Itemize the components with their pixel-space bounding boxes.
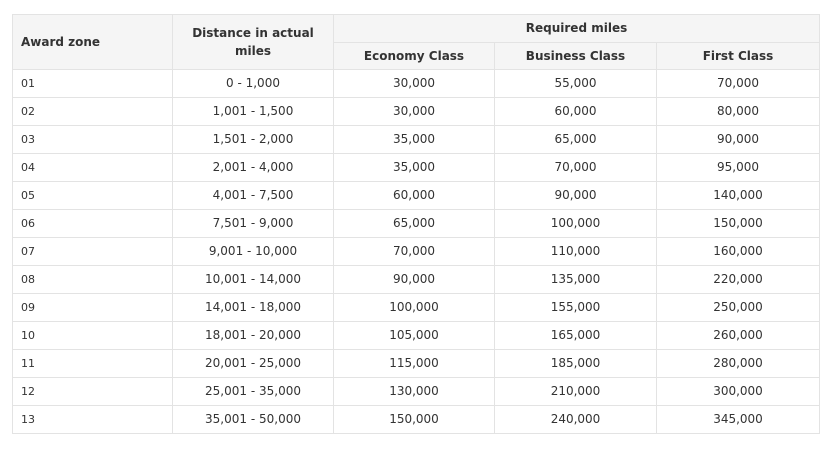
distance-cell: 1,001 - 1,500 [173, 98, 334, 126]
economy-class-header: Economy Class [334, 43, 495, 70]
first-miles-cell: 70,000 [657, 70, 820, 98]
zone-cell: 06 [13, 210, 173, 238]
table-row [13, 238, 820, 266]
table-body [13, 70, 820, 434]
economy-miles-cell: 130,000 [334, 378, 495, 406]
first-miles-cell: 280,000 [657, 350, 820, 378]
first-miles-cell: 300,000 [657, 378, 820, 406]
zone-cell: 09 [13, 294, 173, 322]
economy-miles-cell: 150,000 [334, 406, 495, 434]
distance-cell: 20,001 - 25,000 [173, 350, 334, 378]
first-miles-cell: 220,000 [657, 266, 820, 294]
economy-miles-cell: 30,000 [334, 70, 495, 98]
zone-cell: 02 [13, 98, 173, 126]
required-miles-header: Required miles [334, 15, 820, 43]
distance-cell: 9,001 - 10,000 [173, 238, 334, 266]
zone-cell: 11 [13, 350, 173, 378]
distance-cell: 10,001 - 14,000 [173, 266, 334, 294]
zone-cell: 07 [13, 238, 173, 266]
economy-miles-cell: 115,000 [334, 350, 495, 378]
first-miles-cell: 345,000 [657, 406, 820, 434]
economy-miles-cell: 70,000 [334, 238, 495, 266]
business-class-header: Business Class [495, 43, 657, 70]
zone-cell: 12 [13, 378, 173, 406]
business-miles-cell: 185,000 [495, 350, 657, 378]
first-miles-cell: 160,000 [657, 238, 820, 266]
first-miles-cell: 250,000 [657, 294, 820, 322]
economy-miles-cell: 90,000 [334, 266, 495, 294]
table-row [13, 210, 820, 238]
business-miles-cell: 65,000 [495, 126, 657, 154]
table-header [13, 15, 820, 70]
distance-header: Distance in actual miles [173, 15, 334, 70]
table-row [13, 406, 820, 434]
distance-cell: 2,001 - 4,000 [173, 154, 334, 182]
business-miles-cell: 210,000 [495, 378, 657, 406]
business-miles-cell: 155,000 [495, 294, 657, 322]
business-miles-cell: 135,000 [495, 266, 657, 294]
distance-cell: 0 - 1,000 [173, 70, 334, 98]
award-chart-container [12, 14, 820, 434]
award-chart-table [12, 14, 820, 434]
zone-cell: 10 [13, 322, 173, 350]
economy-miles-cell: 105,000 [334, 322, 495, 350]
award-zone-header: Award zone [13, 15, 173, 70]
business-miles-cell: 110,000 [495, 238, 657, 266]
zone-cell: 01 [13, 70, 173, 98]
business-miles-cell: 70,000 [495, 154, 657, 182]
table-row [13, 322, 820, 350]
first-miles-cell: 90,000 [657, 126, 820, 154]
economy-miles-cell: 30,000 [334, 98, 495, 126]
table-row [13, 378, 820, 406]
first-miles-cell: 260,000 [657, 322, 820, 350]
distance-cell: 18,001 - 20,000 [173, 322, 334, 350]
economy-miles-cell: 100,000 [334, 294, 495, 322]
economy-miles-cell: 35,000 [334, 154, 495, 182]
first-miles-cell: 80,000 [657, 98, 820, 126]
table-row [13, 294, 820, 322]
business-miles-cell: 55,000 [495, 70, 657, 98]
zone-cell: 03 [13, 126, 173, 154]
economy-miles-cell: 35,000 [334, 126, 495, 154]
zone-cell: 04 [13, 154, 173, 182]
zone-cell: 08 [13, 266, 173, 294]
distance-cell: 35,001 - 50,000 [173, 406, 334, 434]
business-miles-cell: 60,000 [495, 98, 657, 126]
distance-cell: 25,001 - 35,000 [173, 378, 334, 406]
business-miles-cell: 100,000 [495, 210, 657, 238]
business-miles-cell: 90,000 [495, 182, 657, 210]
distance-cell: 4,001 - 7,500 [173, 182, 334, 210]
distance-cell: 14,001 - 18,000 [173, 294, 334, 322]
first-miles-cell: 140,000 [657, 182, 820, 210]
business-miles-cell: 165,000 [495, 322, 657, 350]
table-row [13, 126, 820, 154]
table-row [13, 350, 820, 378]
table-row [13, 70, 820, 98]
table-row [13, 266, 820, 294]
header-row-top [13, 15, 820, 43]
zone-cell: 05 [13, 182, 173, 210]
zone-cell: 13 [13, 406, 173, 434]
table-row [13, 182, 820, 210]
business-miles-cell: 240,000 [495, 406, 657, 434]
table-row [13, 154, 820, 182]
table-row [13, 98, 820, 126]
economy-miles-cell: 60,000 [334, 182, 495, 210]
first-miles-cell: 95,000 [657, 154, 820, 182]
first-miles-cell: 150,000 [657, 210, 820, 238]
distance-cell: 7,501 - 9,000 [173, 210, 334, 238]
distance-cell: 1,501 - 2,000 [173, 126, 334, 154]
economy-miles-cell: 65,000 [334, 210, 495, 238]
first-class-header: First Class [657, 43, 820, 70]
